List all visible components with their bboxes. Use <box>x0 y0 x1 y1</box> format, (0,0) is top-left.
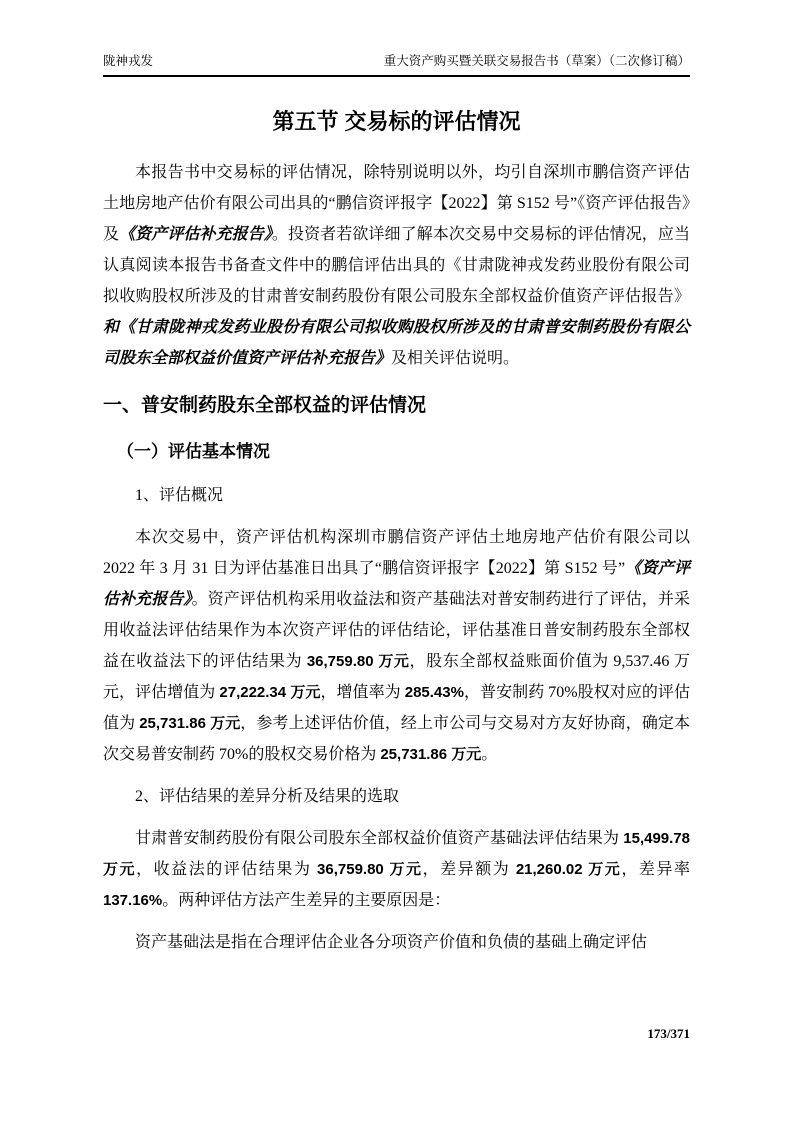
report-title-run: 《资产评估补充报告》 <box>103 560 690 608</box>
value-run: 21,260.02 万元 <box>515 861 622 878</box>
value-run: 27,222.34 万元 <box>219 684 321 701</box>
value-run: 285.43% <box>404 684 464 701</box>
value-run: 15,499.78 万元 <box>103 830 690 878</box>
report-title-run: 《资产评估补充报告》 <box>119 226 272 243</box>
value-run: 36,759.80 万元 <box>317 861 423 878</box>
text-run: ，收益法的评估结果为 <box>136 861 318 878</box>
value-run: 25,731.86 万元 <box>380 746 482 763</box>
running-head-right: 重大资产购买暨关联交易报告书（草案）（二次修订稿） <box>383 54 690 68</box>
value-run: 25,731.86 万元 <box>139 715 241 732</box>
page-header <box>103 52 690 77</box>
text-run: 。投资者若欲详细了解本次交易中交易标的评估情况，应当认真阅读本报告书备查文件中的鹏信评估出具的《甘肃陇神戎发药业股份有限公司拟收购股权所涉及的甘肃普安制药股份有限公司股东全部权益价值资产评估报告》 <box>103 226 690 305</box>
text-run: ，股东全部权益账面价值为 9,537.46 万元，评估增值为 <box>103 653 690 701</box>
subheading-1: 1、评估概况 <box>135 487 224 504</box>
text-run: ，差异额为 <box>422 861 516 878</box>
text-run: 本次交易中，资产评估机构深圳市鹏信资产评估土地房地产估价有限公司以 2022 年 3 月 31 日为评估基准日出具了“鹏信资评报字【2022】第 S152 号” <box>103 529 690 577</box>
text-run: 。资产评估机构采用收益法和资产基础法对普安制药进行了评估，并采用收益法评估结果作为本次资产评估的评估结论，评估基准日普安制药股东全部权益在收益法下的评估结果为 <box>103 591 690 670</box>
running-head-left: 陇神戎发 <box>103 54 154 68</box>
heading-level1: 一、普安制药股东全部权益的评估情况 <box>103 395 427 416</box>
heading-level2: （一）评估基本情况 <box>117 442 270 461</box>
text-run: ，普安制药 70%股权对应的评估值为 <box>103 684 690 732</box>
chapter-title: 第五节 交易标的评估情况 <box>272 109 521 134</box>
paragraph-asset-method: 资产基础法是指在合理评估企业各分项资产价值和负债的基础上确定评估 <box>135 934 648 951</box>
value-run: 137.16% <box>103 892 163 909</box>
text-run: 本报告书中交易标的评估情况，除特别说明以外，均引自深圳市鹏信资产评估土地房地产估价有限公司出具的“鹏信资评报字【2022】第 S152 号”《资产评估报告》及 <box>103 164 690 243</box>
subheading-2: 2、评估结果的差异分析及结果的选取 <box>135 788 400 805</box>
page-number: 173/371 <box>647 1026 690 1041</box>
value-run: 36,759.80 万元 <box>306 653 410 670</box>
text-run: 。两种评估方法产生差异的主要原因是： <box>162 892 451 909</box>
text-run: ，增值率为 <box>320 684 405 701</box>
text-run: ，参考上述评估价值，经上市公司与交易对方友好协商，确定本次交易普安制药 70%的股权交易价格为 <box>103 715 690 763</box>
text-run: 及相关评估说明。 <box>391 350 520 367</box>
text-run: 。 <box>481 746 498 763</box>
paragraph-overview <box>103 522 690 770</box>
paragraph-intro <box>103 157 690 374</box>
report-title-run: 和《甘肃陇神戎发药业股份有限公司拟收购股权所涉及的甘肃普安制药股份有限公司股东全部权益价值资产评估补充报告》 <box>103 319 690 367</box>
paragraph-difference <box>103 823 690 916</box>
text-run: 甘肃普安制药股份有限公司股东全部权益价值资产基础法评估结果为 <box>135 830 624 847</box>
text-run: ，差异率 <box>621 861 690 878</box>
